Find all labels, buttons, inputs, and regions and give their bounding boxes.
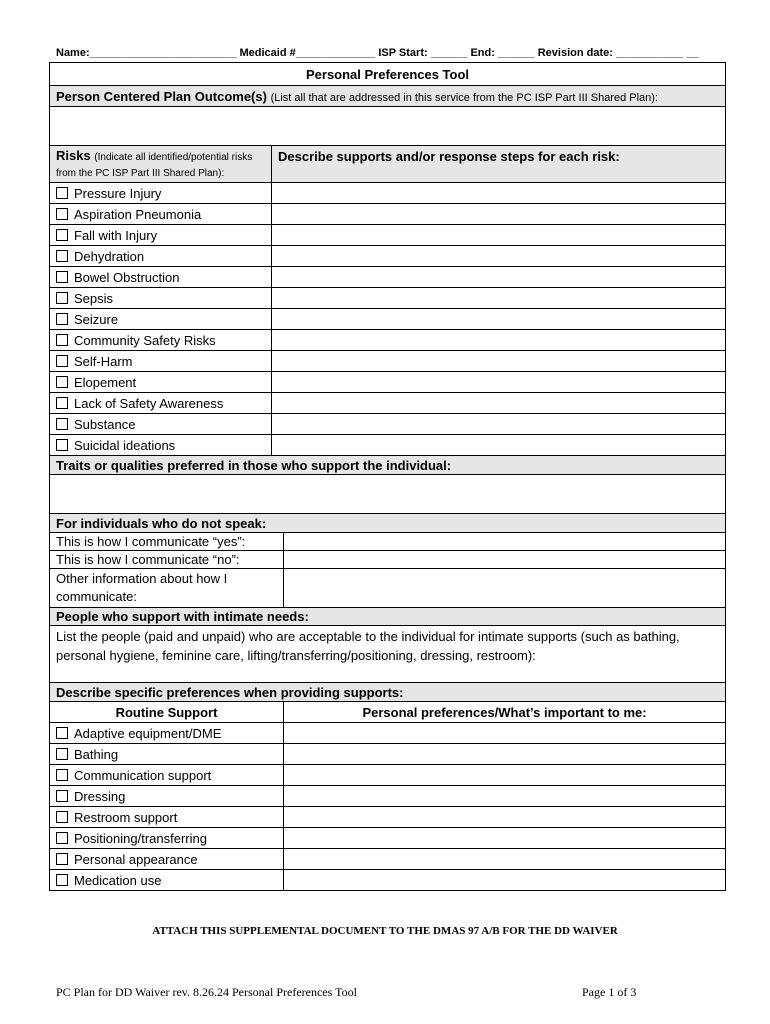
nonspeak-label: For individuals who do not speak: [50,514,726,533]
checkbox-cell[interactable] [50,309,272,330]
checkbox-cell[interactable] [50,435,272,456]
checkbox-row [50,414,726,435]
page-number: Page 1 of 3 [582,985,637,999]
checkbox-icon[interactable] [56,874,68,886]
checkbox-cell[interactable] [50,723,284,744]
response-input[interactable] [284,828,726,849]
checkbox-icon[interactable] [56,250,68,262]
checkbox-label: Communication support [74,767,212,783]
response-input[interactable] [272,372,726,393]
checkbox-row [50,870,726,891]
checkbox-row [50,351,726,372]
intimate-label: People who support with intimate needs: [50,608,726,626]
checkbox-cell[interactable] [50,393,272,414]
comm-no-label: This is how I communicate “no”: [50,551,284,569]
checkbox-icon[interactable] [56,334,68,346]
checkbox-cell[interactable] [50,183,272,204]
checkbox-label: Lack of Safety Awareness [74,395,224,411]
response-input[interactable] [272,435,726,456]
checkbox-icon[interactable] [56,376,68,388]
checkbox-label: Bowel Obstruction [74,269,180,285]
traits-label: Traits or qualities preferred in those who support the individual: [50,456,726,475]
checkbox-cell[interactable] [50,828,284,849]
checkbox-label: Substance [74,416,136,432]
checkbox-row [50,765,726,786]
checkbox-cell[interactable] [50,225,272,246]
response-input[interactable] [272,288,726,309]
response-input[interactable] [272,183,726,204]
preferences-form-table [49,62,726,891]
response-input[interactable] [284,744,726,765]
response-input[interactable] [272,309,726,330]
response-input[interactable] [284,870,726,891]
response-input[interactable] [272,351,726,372]
checkbox-label: Restroom support [74,809,178,825]
checkbox-row [50,246,726,267]
checkbox-row [50,723,726,744]
checkbox-cell[interactable] [50,288,272,309]
comm-other-label: Other information about how I communicate: [50,569,284,608]
checkbox-icon[interactable] [56,727,68,739]
checkbox-icon[interactable] [56,769,68,781]
doc-reference: PC Plan for DD Waiver rev. 8.26.24 Personal Preferences Tool [56,985,357,999]
response-input[interactable] [284,786,726,807]
checkbox-label: Personal appearance [74,851,198,867]
checkbox-label: Suicidal ideations [74,437,176,453]
checkbox-cell[interactable] [50,744,284,765]
checkbox-row [50,330,726,351]
checkbox-row [50,225,726,246]
checkbox-icon[interactable] [56,418,68,430]
attach-note: ATTACH THIS SUPPLEMENTAL DOCUMENT TO THE DMAS 97 A/B FOR THE DD WAIVER [152,925,618,937]
checkbox-label: Sepsis [74,290,114,306]
checkbox-row [50,786,726,807]
checkbox-icon[interactable] [56,397,68,409]
checkbox-cell[interactable] [50,372,272,393]
checkbox-row [50,267,726,288]
checkbox-cell[interactable] [50,786,284,807]
checkbox-cell[interactable] [50,870,284,891]
response-input[interactable] [272,246,726,267]
checkbox-cell[interactable] [50,414,272,435]
checkbox-row [50,849,726,870]
checkbox-cell[interactable] [50,807,284,828]
comm-no-input[interactable] [284,551,726,569]
checkbox-label: Dehydration [74,248,145,264]
routine-rows [50,723,726,891]
checkbox-icon[interactable] [56,271,68,283]
comm-other-input[interactable] [284,569,726,608]
response-input[interactable] [284,723,726,744]
checkbox-row [50,435,726,456]
checkbox-row [50,372,726,393]
checkbox-label: Self-Harm [74,353,133,369]
form-title: Personal Preferences Tool [50,63,726,86]
checkbox-icon[interactable] [56,229,68,241]
checkbox-row [50,288,726,309]
checkbox-cell[interactable] [50,246,272,267]
outcomes-header [50,86,726,107]
risks-label: Risks [56,148,91,163]
checkbox-row [50,204,726,225]
checkbox-label: Bathing [74,746,119,762]
checkbox-icon[interactable] [56,313,68,325]
response-input[interactable] [284,849,726,870]
checkbox-icon[interactable] [56,208,68,220]
checkbox-cell[interactable] [50,330,272,351]
outcomes-input[interactable] [50,107,726,146]
checkbox-label: Dressing [74,788,126,804]
intimate-text[interactable]: List the people (paid and unpaid) who are acceptable to the individual for intimate supports (such as bathing, personal hygiene, feminine care, lifting/transferring/positioning, dressing, restroom): [50,626,726,683]
checkbox-icon[interactable] [56,832,68,844]
response-input[interactable] [272,393,726,414]
outcomes-note: (List all that are addressed in this service from the PC ISP Part III Shared Plan): [270,91,658,104]
checkbox-label: Aspiration Pneumonia [74,206,202,222]
checkbox-label: Pressure Injury [74,185,162,201]
risks-header [50,146,272,183]
response-input[interactable] [284,807,726,828]
risks-note: (Indicate all identified/potential risks from the PC ISP Part III Shared Plan): [56,152,253,179]
response-input[interactable] [272,330,726,351]
checkbox-icon[interactable] [56,811,68,823]
checkbox-row [50,393,726,414]
checkbox-label: Community Safety Risks [74,332,216,348]
checkbox-row [50,183,726,204]
checkbox-icon[interactable] [56,439,68,451]
checkbox-cell[interactable] [50,204,272,225]
checkbox-icon[interactable] [56,292,68,304]
checkbox-label: Positioning/transferring [74,830,207,846]
checkbox-row [50,744,726,765]
checkbox-cell[interactable] [50,765,284,786]
routine-header: Routine Support [50,702,284,723]
checkbox-icon[interactable] [56,748,68,760]
checkbox-icon[interactable] [56,187,68,199]
checkbox-cell[interactable] [50,351,272,372]
checkbox-row [50,309,726,330]
checkbox-label: Elopement [74,374,137,390]
checkbox-label: Fall with Injury [74,227,158,243]
checkbox-row [50,828,726,849]
response-input[interactable] [272,267,726,288]
traits-input[interactable] [50,475,726,514]
checkbox-label: Medication use [74,872,162,888]
checkbox-row [50,807,726,828]
risk-rows [50,183,726,456]
prefs-header: Personal preferences/What’s important to me: [284,702,726,723]
response-input[interactable] [284,765,726,786]
response-input[interactable] [272,225,726,246]
checkbox-icon[interactable] [56,790,68,802]
response-input[interactable] [272,414,726,435]
comm-yes-label: This is how I communicate “yes”: [50,533,284,551]
checkbox-cell[interactable] [50,849,284,870]
checkbox-icon[interactable] [56,853,68,865]
comm-yes-input[interactable] [284,533,726,551]
risks-response-header: Describe supports and/or response steps for each risk: [272,146,726,183]
header-fields-line: Name:________________________ Medicaid #_____________ ISP Start: ______ End: ______ Revision date: ___________ __ [56,47,699,59]
checkbox-label: Seizure [74,311,119,327]
checkbox-label: Adaptive equipment/DME [74,725,222,741]
checkbox-cell[interactable] [50,267,272,288]
checkbox-icon[interactable] [56,355,68,367]
outcomes-label: Person Centered Plan Outcome(s) [56,88,267,104]
prefs-label: Describe specific preferences when providing supports: [50,683,726,702]
response-input[interactable] [272,204,726,225]
